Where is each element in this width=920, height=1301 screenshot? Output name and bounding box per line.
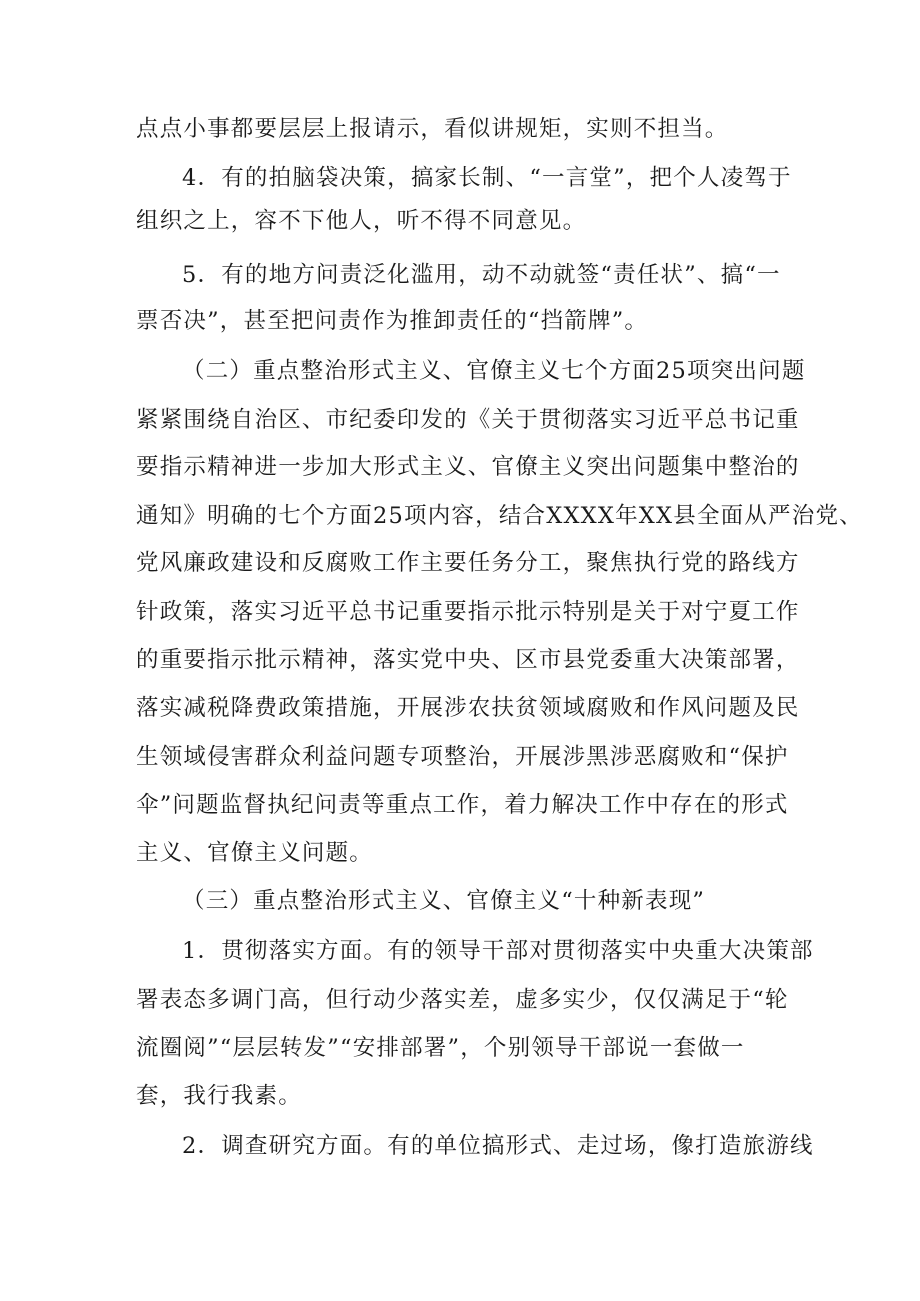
text-line-1: 点点小事都要层层上报请示，看似讲规矩，实则不担当。: [136, 116, 729, 142]
text-line-13: 落实减税降费政策措施，开展涉农扶贫领域腐败和作风问题及民: [136, 695, 800, 721]
text-line-10: 党风廉政建设和反腐败工作主要任务分工，聚焦执行党的路线方: [136, 550, 800, 576]
text-line-19: 署表态多调门高，但行动少落实差，虚多实少，仅仅满足于“轮: [136, 987, 789, 1013]
text-line-9: 通知》明确的七个方面25项内容，结合XXXX年XX县全面从严治党、: [136, 503, 863, 529]
text-line-5: 票否决”，甚至把问责作为推卸责任的“挡箭牌”。: [136, 308, 649, 334]
section-heading-2: （二）重点整治形式主义、官僚主义七个方面25项突出问题: [182, 358, 806, 384]
text-line-2: 4．有的拍脑袋决策，搞家长制、“一言堂”，把个人凌驾于: [182, 165, 792, 191]
text-line-21: 套，我行我素。: [136, 1083, 302, 1109]
text-line-22: 2．调查研究方面。有的单位搞形式、走过场，像打造旅游线: [182, 1133, 814, 1159]
text-line-12: 的重要指示批示精神，落实党中央、区市县党委重大决策部署，: [136, 647, 800, 673]
text-line-7: 紧紧围绕自治区、市纪委印发的《关于贯彻落实习近平总书记重: [136, 407, 800, 433]
text-line-18: 1．贯彻落实方面。有的领导干部对贯彻落实中央重大决策部: [182, 938, 814, 964]
text-line-11: 针政策，落实习近平总书记重要指示批示特别是关于对宁夏工作: [136, 599, 800, 625]
text-line-14: 生领域侵害群众利益问题专项整治，开展涉黑涉恶腐败和“保护: [136, 744, 789, 770]
text-line-4: 5．有的地方问责泛化滥用，动不动就签“责任状”、搞“一: [182, 262, 781, 288]
text-line-8: 要指示精神进一步加大形式主义、官僚主义突出问题集中整治的: [136, 454, 800, 480]
text-line-16: 主义、官僚主义问题。: [136, 840, 374, 866]
section-heading-3: （三）重点整治形式主义、官僚主义“十种新表现”: [182, 888, 706, 914]
text-line-3: 组织之上，容不下他人，听不得不同意见。: [136, 208, 587, 234]
text-line-20: 流圈阅”“层层转发”“安排部署”，个别领导干部说一套做一: [136, 1035, 745, 1061]
text-line-15: 伞”问题监督执纪问责等重点工作，着力解决工作中存在的形式: [136, 792, 789, 818]
